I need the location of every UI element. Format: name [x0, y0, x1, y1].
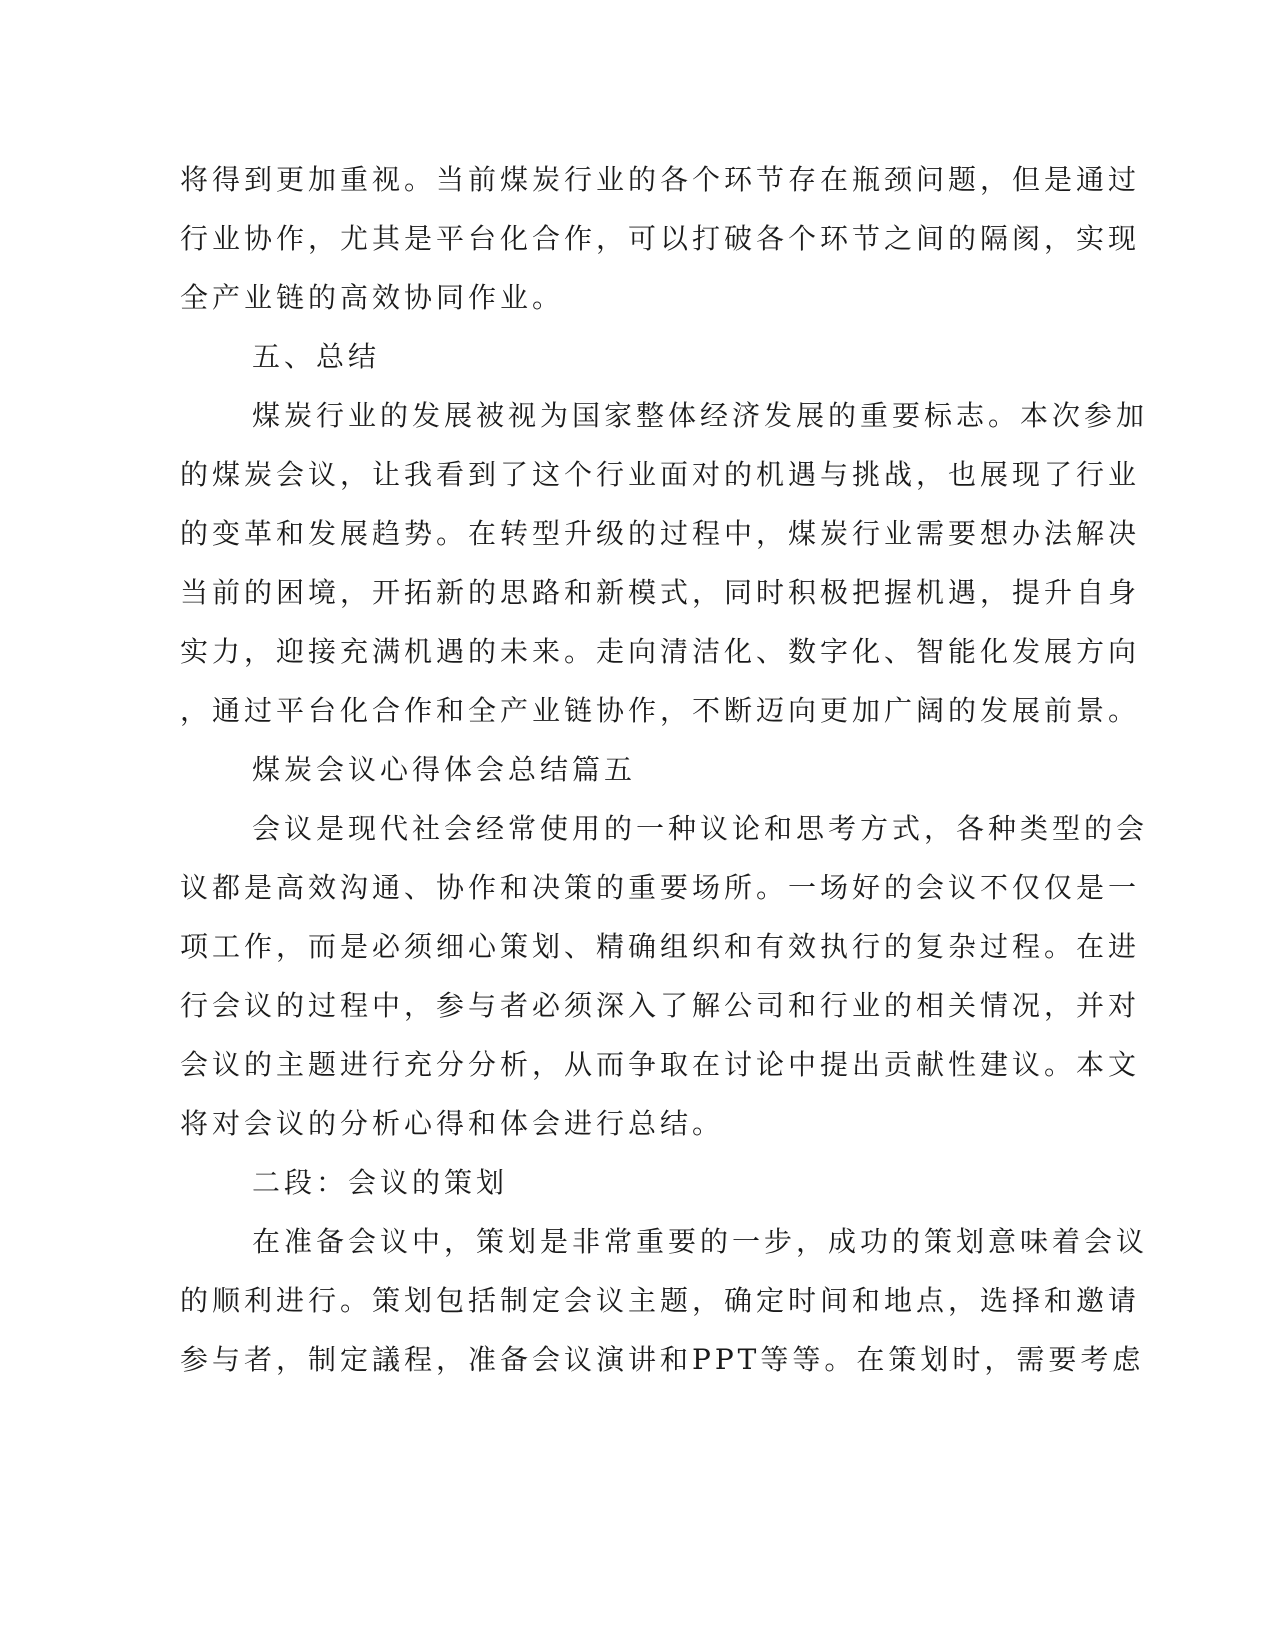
- paragraph-line: 煤炭行业的发展被视为国家整体经济发展的重要标志。本次参加: [252, 399, 1149, 432]
- paragraph-line: 会议是现代社会经常使用的一种议论和思考方式，各种类型的会: [252, 812, 1149, 845]
- paragraph-line: 参与者，制定議程，准备会议演讲和PPT等等。在策划时，需要考虑: [180, 1343, 1145, 1376]
- paragraph-line: 的煤炭会议，让我看到了这个行业面对的机遇与挑战，也展现了行业: [180, 458, 1141, 491]
- paragraph-line: 将得到更加重视。当前煤炭行业的各个环节存在瓶颈问题，但是通过: [180, 163, 1141, 196]
- paragraph-line: 会议的主题进行充分分析，从而争取在讨论中提出贡献性建议。本文: [180, 1048, 1141, 1081]
- paragraph-line: 行会议的过程中，参与者必须深入了解公司和行业的相关情况，并对: [180, 989, 1141, 1022]
- paragraph-line: 将对会议的分析心得和体会进行总结。: [180, 1107, 725, 1140]
- section-heading: 二段：会议的策划: [252, 1166, 509, 1199]
- paragraph-line: ，通过平台化合作和全产业链协作，不断迈向更加广阔的发展前景。: [180, 694, 1141, 727]
- paragraph-line: 行业协作，尤其是平台化合作，可以打破各个环节之间的隔阂，实现: [180, 222, 1141, 255]
- paragraph-line: 议都是高效沟通、协作和决策的重要场所。一场好的会议不仅仅是一: [180, 871, 1141, 904]
- paragraph-line: 在准备会议中，策划是非常重要的一步，成功的策划意味着会议: [252, 1225, 1149, 1258]
- paragraph-line: 当前的困境，开拓新的思路和新模式，同时积极把握机遇，提升自身: [180, 576, 1141, 609]
- paragraph-line: 实力，迎接充满机遇的未来。走向清洁化、数字化、智能化发展方向: [180, 635, 1141, 668]
- paragraph-line: 的变革和发展趋势。在转型升级的过程中，煤炭行业需要想办法解决: [180, 517, 1141, 550]
- paragraph-line: 的顺利进行。策划包括制定会议主题，确定时间和地点，选择和邀请: [180, 1284, 1141, 1317]
- paragraph-line: 全产业链的高效协同作业。: [180, 281, 565, 314]
- section-heading: 五、总结: [252, 340, 381, 373]
- paragraph-line: 项工作，而是必须细心策划、精确组织和有效执行的复杂过程。在进: [180, 930, 1141, 963]
- section-heading: 煤炭会议心得体会总结篇五: [252, 753, 637, 786]
